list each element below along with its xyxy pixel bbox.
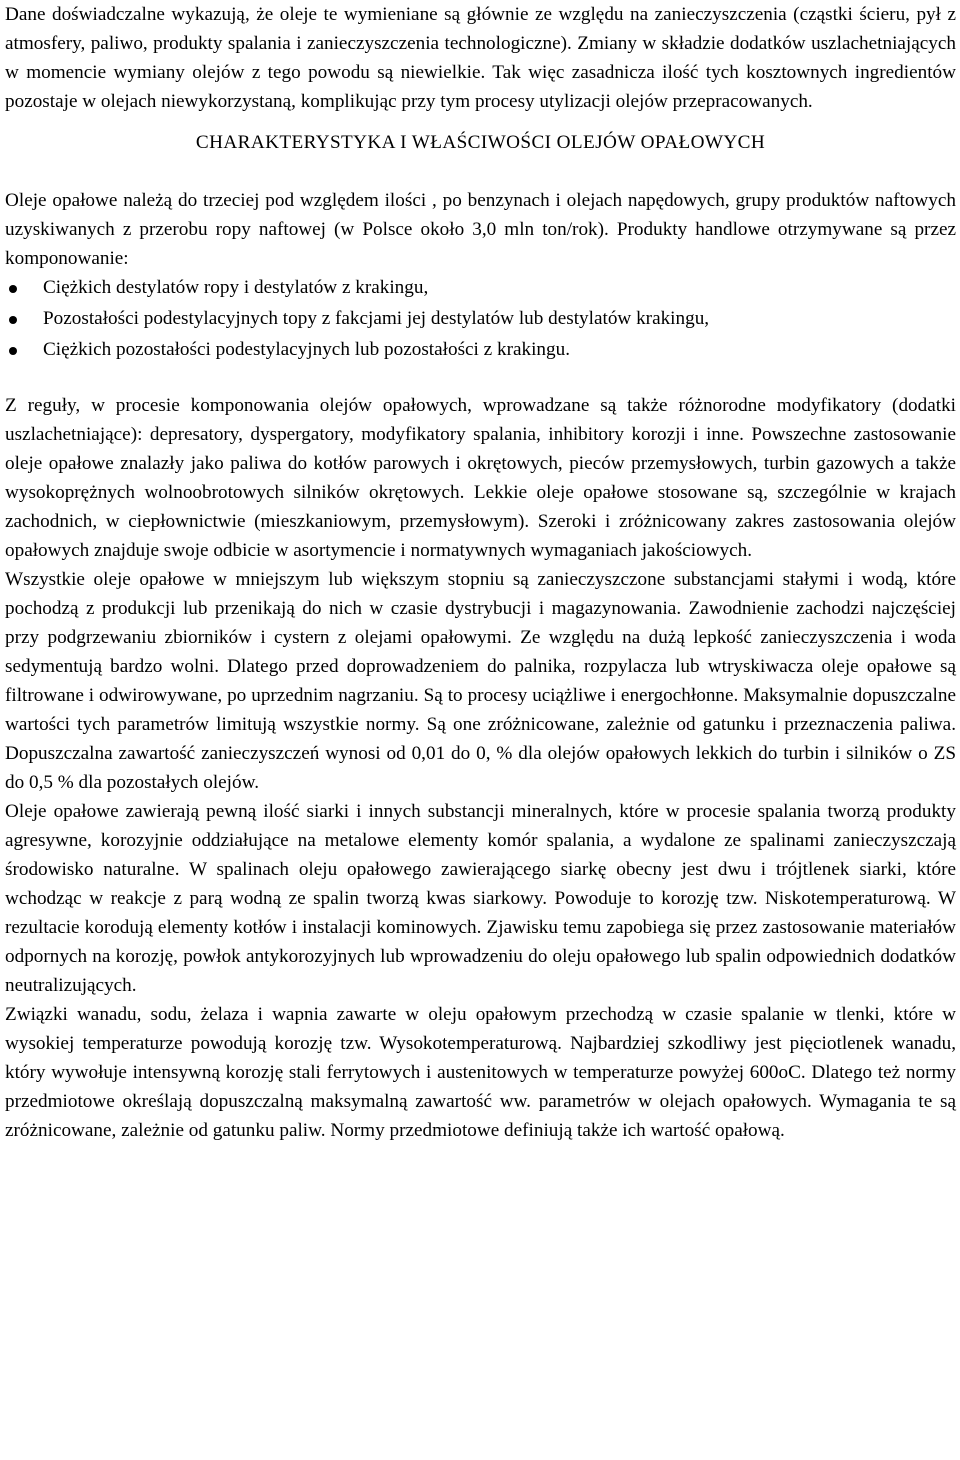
paragraph-gap <box>5 364 956 391</box>
wanad-paragraph: Związki wanadu, sodu, żelaza i wapnia zawarte w oleju opałowym przechodzą w czasie spalanie w tlenki, które w wysokiej temperaturze powodują korozję tzw. Wysokotemperaturową. Najbardziej szkodliwy jest pięciotlenek wanadu, który wywołuje intensywną korozję stali ferrytowych i austenitowych w temperaturze powyżej 600oC. Dlatego też normy przedmiotowe określają dopuszczalną maksymalną zawartość ww. parametrów w olejach opałowych. Wymagania te są zróżnicowane, zależnie od gatunku paliw. Normy przedmiotowe definiują także ich wartość opałową. <box>5 1004 956 1141</box>
wszystkie-paragraph: Wszystkie oleje opałowe w mniejszym lub większym stopniu są zanieczyszczone substancjami stałymi i wodą, które pochodzą z produkcji lub przenikają do nich w czasie dystrybucji i magazynowania. Zawodnienie zachodzi najczęściej przy podgrzewaniu zbiorników i cystern z olejami opałowymi. Ze względu na dużą lepkość zanieczyszczenia i woda sedymentują bardzo wolni. Dlatego przed doprowadzeniem do palnika, rozpylacza lub wtryskiwacza oleje opałowe są filtrowane i odwirowywane, po uprzednim nagrzaniu. Są to procesy uciążliwe i energochłonne. Maksymalnie dopuszczalne wartości tych parametrów limitują wszystkie normy. Są one zróżnicowane, zależnie od gatunku i przeznaczenia paliwa. Dopuszczalna zawartość zanieczyszczeń wynosi od 0,01 do 0, % dla olejów opałowych lekkich do turbin i silników o ZS do 0,5 % dla pozostałych olejów. <box>5 569 956 793</box>
list-item-text: Ciężkich destylatów ropy i destylatów z krakingu, <box>43 277 429 298</box>
siarka-paragraph: Oleje opałowe zawierają pewną ilość siarki i innych substancji mineralnych, które w procesie spalania tworzą produkty agresywne, korozyjnie oddziałujące na metalowe elementy komór spalania, a wydalone ze spalinami zanieczyszczają środowisko naturalne. W spalinach oleju opałowego zawierającego siarkę obecny jest dwu i trójtlenek siarki, które wchodząc w reakcje z parą wodną ze spalin tworzą kwas siarkowy. Powoduje to korozję tzw. Niskotemperaturową. W rezultacie korodują elementy kotłów i instalacji kominowych. Zjawisku temu zapobiega się przez zastosowanie materiałów odpornych na korozję, powłok antykorozyjnych lub wprowadzeniu do oleju opałowego lub spalin odpowiednich dodatków neutralizujących. <box>5 801 956 996</box>
oleje-paragraph: Oleje opałowe należą do trzeciej pod względem ilości , po benzynach i olejach napędowych, grupy produktów naftowych uzyskiwanych z przerobu ropy naftowej (w Polsce około 3,0 mln ton/rok). Produkty handlowe otrzymywane są przez komponowanie: <box>5 190 956 269</box>
list-item <box>5 335 956 364</box>
section-heading: CHARAKTERYSTYKA I WŁAŚCIWOŚCI OLEJÓW OPAŁOWYCH <box>195 132 766 153</box>
list-item <box>5 273 956 302</box>
bullet-icon <box>9 316 17 324</box>
intro-paragraph: Dane doświadczalne wykazują, że oleje te wymieniane są głównie ze względu na zanieczyszczenia (cząstki ścieru, pył z atmosfery, paliwo, produkty spalania i zanieczyszczenia technologiczne). Zmiany w składzie dodatków uszlachetniających w momencie wymiany olejów z tego powodu są niewielkie. Tak więc zasadnicza ilość tych kosztownych ingredientów pozostaje w olejach niewykorzystaną, komplikując przy tym procesy utylizacji olejów przepracowanych. <box>5 4 956 112</box>
list-item <box>5 304 956 333</box>
list-item-text: Ciężkich pozostałości podestylacyjnych lub pozostałości z krakingu. <box>43 339 570 360</box>
bullet-icon <box>9 347 17 355</box>
list-item-text: Pozostałości podestylacyjnych topy z fakcjami jej destylatów lub destylatów krakingu, <box>43 308 710 329</box>
regula-paragraph: Z reguły, w procesie komponowania olejów opałowych, wprowadzane są także różnorodne modyfikatory (dodatki uszlachetniające): depresatory, dyspergatory, modyfikatory spalania, inhibitory korozji i inne. Powszechne zastosowanie oleje opałowe znalazły jako paliwa do kotłów parowych i okrętowych, pieców przemysłowych, turbin gazowych a także wysokoprężnych wolnoobrotowych silników okrętowych. Lekkie oleje opałowe stosowane są, szczególnie w krajach zachodnich, w ciepłownictwie (mieszkaniowym, przemysłowym). Szeroki i zróżnicowany zakres zastosowania olejów opałowych znajduje swoje odbicie w asortymencie i normatywnych wymaganiach jakościowych. <box>5 395 956 561</box>
bullet-icon <box>9 285 17 293</box>
component-list <box>5 273 956 364</box>
